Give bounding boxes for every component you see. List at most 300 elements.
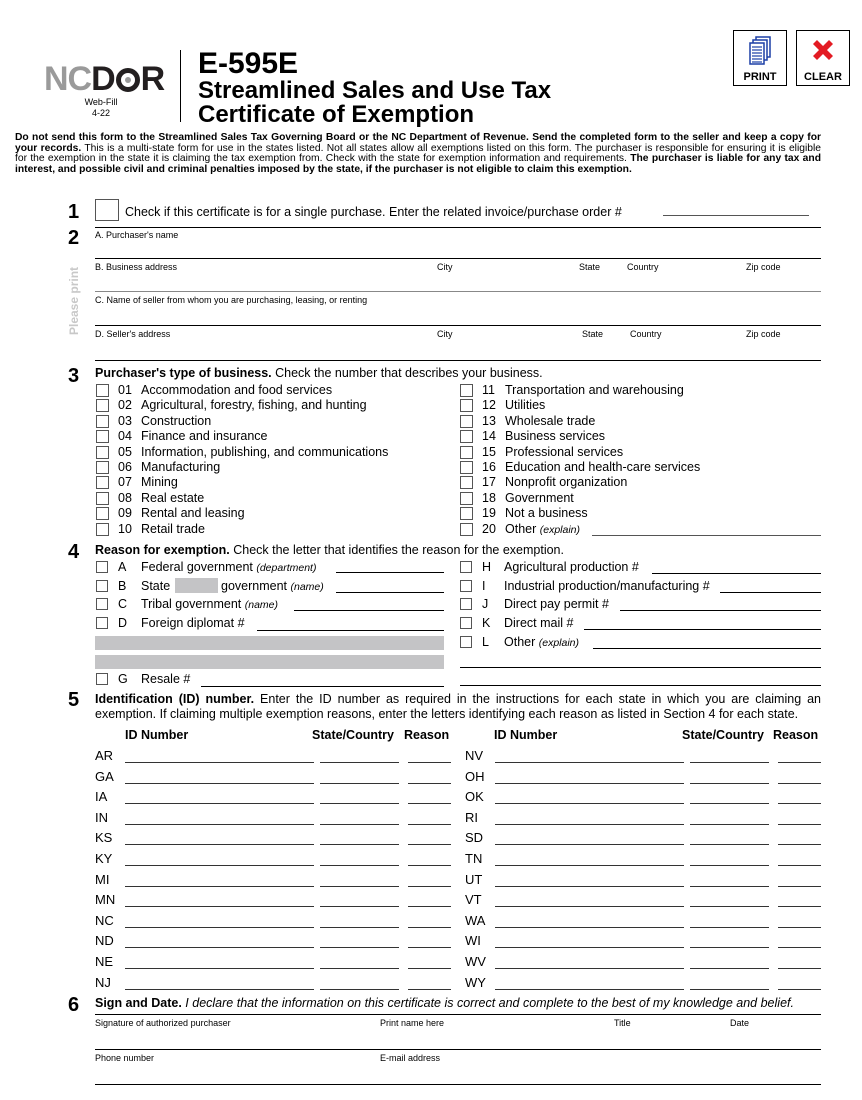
business-zip-label: Zip code — [746, 262, 781, 272]
business-type-checkbox[interactable] — [96, 399, 109, 412]
state-country-input[interactable] — [690, 771, 769, 784]
state-id-number-input[interactable] — [125, 750, 314, 763]
business-type-number: 12 — [482, 398, 496, 413]
business-type-text: Information, publishing, and communications — [141, 444, 389, 459]
state-id-number-input[interactable] — [125, 874, 314, 887]
state-code: NJ — [95, 974, 111, 990]
please-print-text: Please print — [67, 266, 81, 335]
state-id-number-input[interactable] — [495, 977, 684, 990]
business-type-label — [141, 460, 220, 474]
state-id-number-input[interactable] — [495, 771, 684, 784]
business-type-number: 15 — [482, 444, 496, 459]
phone-label: Phone number — [95, 1053, 155, 1063]
business-type-checkbox[interactable] — [96, 476, 109, 489]
reason-e-disabled-bar — [95, 636, 444, 650]
state-code: NV — [465, 748, 484, 763]
reason-h-letter: H — [482, 560, 492, 574]
business-type-text: Transportation and warehousing — [505, 383, 684, 397]
business-type-text: Business services — [505, 429, 606, 444]
state-reason-input[interactable] — [408, 874, 451, 887]
business-type-instruction: Check the number that describes your business. — [271, 366, 543, 380]
business-type-label — [505, 522, 580, 537]
state-country-input[interactable] — [690, 832, 769, 845]
state-id-number-input[interactable] — [125, 853, 314, 866]
reason-b-text: government — [221, 579, 291, 593]
state-code: ND — [95, 933, 114, 949]
business-other-explain-input[interactable] — [592, 523, 821, 536]
state-code: TN — [465, 851, 483, 866]
state-reason-input[interactable] — [408, 894, 451, 907]
agricultural-production-input[interactable] — [652, 561, 821, 574]
right-col-reason-header: Reason — [773, 728, 819, 742]
state-code: OH — [465, 768, 485, 784]
business-type-checkbox[interactable] — [460, 523, 473, 536]
state-country-input[interactable] — [320, 915, 399, 928]
intro-normal: This is a multi-state form for use in the states listed. Not all states allow all exemptions listed on this form. The purchaser is responsible for ensuring it is eligible for the exemption in the state it is claiming the tax exemption from. Check with the state for exemption information and requirements. — [15, 142, 822, 165]
state-reason-input[interactable] — [778, 791, 821, 804]
reason-j-label: Direct pay permit # — [504, 597, 609, 611]
business-type-number: 13 — [482, 413, 496, 428]
seller-state-label: State — [582, 329, 604, 339]
state-code: WV — [465, 954, 486, 969]
business-type-checkbox[interactable] — [460, 461, 473, 474]
id-number-title: Identification (ID) number. — [95, 692, 255, 706]
business-type-label — [141, 522, 205, 536]
business-type-checkbox[interactable] — [96, 461, 109, 474]
reason-b-letter: B — [118, 579, 127, 593]
state-country-input[interactable] — [690, 894, 769, 907]
reason-d-letter: D — [118, 616, 128, 630]
business-type-number: 09 — [118, 506, 132, 521]
reason-i-checkbox[interactable] — [460, 580, 472, 592]
reason-c-text: Tribal government — [141, 597, 245, 611]
state-reason-input[interactable] — [778, 956, 821, 969]
state-country-input[interactable] — [320, 956, 399, 969]
state-id-number-input[interactable] — [495, 832, 684, 845]
state-id-number-input[interactable] — [125, 791, 314, 804]
signature-label: Signature of authorized purchaser — [95, 1018, 231, 1028]
single-purchase-checkbox[interactable] — [95, 199, 119, 221]
state-country-input[interactable] — [320, 791, 399, 804]
form-title-line2: Certificate of Exemption — [198, 101, 475, 128]
state-code: NE — [95, 954, 114, 969]
state-government-name-input[interactable] — [336, 580, 444, 593]
business-type-label — [505, 460, 700, 474]
web-fill-label — [76, 97, 126, 119]
state-id-number-input[interactable] — [495, 812, 684, 825]
industrial-production-input[interactable] — [720, 580, 821, 593]
state-reason-input[interactable] — [408, 956, 451, 969]
section-1-number: 1 — [68, 201, 80, 223]
state-id-number-input[interactable] — [125, 935, 314, 948]
business-type-note: (explain) — [539, 523, 581, 536]
state-reason-input[interactable] — [778, 874, 821, 887]
business-address-input[interactable] — [95, 275, 821, 292]
section-4-number: 4 — [68, 541, 80, 563]
state-id-number-input[interactable] — [125, 977, 314, 990]
intro-bold-2: The purchaser is liable for any tax and interest, and possible civil and criminal penalties imposed by the state, if the purchaser is not eligible to claim this exemption. — [15, 153, 821, 175]
clear-button[interactable] — [796, 30, 850, 86]
state-country-input[interactable] — [320, 894, 399, 907]
contact-row-input[interactable] — [95, 1065, 821, 1085]
state-country-input[interactable] — [320, 977, 399, 990]
please-print-label — [64, 268, 84, 338]
business-type-text: Utilities — [505, 398, 546, 413]
state-reason-input[interactable] — [408, 915, 451, 928]
id-number-heading — [95, 692, 821, 722]
business-type-label — [505, 414, 595, 428]
business-type-checkbox[interactable] — [96, 492, 109, 505]
business-type-number: 10 — [118, 521, 132, 536]
business-type-number: 05 — [118, 444, 132, 459]
state-country-input[interactable] — [320, 935, 399, 948]
state-country-input[interactable] — [690, 750, 769, 763]
business-type-checkbox[interactable] — [460, 384, 473, 397]
exemption-reason-heading — [95, 543, 564, 557]
state-reason-input[interactable] — [778, 894, 821, 907]
state-code: GA — [95, 768, 114, 784]
form-title-line1: Streamlined Sales and Use Tax — [198, 77, 552, 104]
state-code: IA — [95, 789, 108, 805]
reason-l-letter: L — [482, 635, 489, 649]
business-type-label — [141, 475, 178, 489]
other-reason-explain-line2[interactable] — [460, 655, 821, 668]
business-type-text: Retail trade — [141, 521, 205, 536]
reason-c-label — [141, 597, 278, 612]
revision-date: 4-22 — [91, 108, 110, 118]
state-code: OK — [465, 789, 484, 805]
other-reason-explain-input[interactable] — [593, 636, 821, 649]
sign-declaration: I declare that the information on this certificate is correct and complete to the best of my knowledge and belief. — [181, 996, 794, 1010]
state-id-number-input[interactable] — [495, 915, 684, 928]
business-type-checkbox[interactable] — [460, 446, 473, 459]
reason-a-checkbox[interactable] — [96, 561, 108, 573]
state-id-number-input[interactable] — [495, 874, 684, 887]
state-code: VT — [465, 892, 482, 908]
business-type-text: Construction — [141, 413, 212, 428]
instructions-paragraph — [15, 133, 821, 175]
reason-b-checkbox[interactable] — [96, 580, 108, 592]
business-type-checkbox[interactable] — [96, 523, 109, 536]
section-2-number: 2 — [68, 227, 80, 249]
business-type-number: 08 — [118, 490, 132, 505]
state-reason-input[interactable] — [408, 853, 451, 866]
business-type-text: Mining — [141, 475, 178, 490]
federal-department-input[interactable] — [336, 560, 444, 573]
reason-j-checkbox[interactable] — [460, 598, 472, 610]
state-reason-input[interactable] — [408, 832, 451, 845]
business-type-checkbox[interactable] — [96, 446, 109, 459]
ncdor-logo — [44, 62, 164, 96]
reason-g-checkbox[interactable] — [96, 673, 108, 685]
reason-g-label: Resale # — [141, 672, 191, 686]
state-id-number-input[interactable] — [495, 956, 684, 969]
state-reason-input[interactable] — [408, 977, 451, 990]
business-type-label — [141, 445, 388, 459]
business-type-text: Manufacturing — [141, 460, 221, 474]
business-type-label — [505, 491, 574, 505]
email-label: E-mail address — [380, 1053, 441, 1063]
state-country-input[interactable] — [320, 750, 399, 763]
section-3-number: 3 — [68, 365, 80, 387]
reason-h-label: Agricultural production # — [504, 560, 639, 574]
state-reason-input[interactable] — [408, 771, 451, 784]
reason-a-note: (department) — [256, 562, 317, 574]
business-type-checkbox[interactable] — [460, 476, 473, 489]
divider — [95, 1014, 821, 1015]
reason-c-checkbox[interactable] — [96, 598, 108, 610]
reason-l-label — [504, 635, 579, 650]
reason-c-letter: C — [118, 597, 128, 611]
state-country-input[interactable] — [690, 915, 769, 928]
left-col-state-header: State/Country — [312, 728, 394, 742]
state-reason-input[interactable] — [408, 812, 451, 825]
business-type-checkbox[interactable] — [96, 507, 109, 520]
state-country-input[interactable] — [690, 853, 769, 866]
invoice-number-input[interactable] — [663, 203, 809, 216]
purchaser-name-input[interactable] — [95, 243, 821, 259]
state-reason-input[interactable] — [778, 750, 821, 763]
section-5-number: 5 — [68, 689, 80, 711]
state-code: MN — [95, 892, 116, 908]
reason-i-letter: I — [482, 579, 486, 593]
other-reason-explain-line3[interactable] — [460, 673, 821, 686]
business-type-number: 07 — [118, 475, 132, 490]
business-type-checkbox[interactable] — [460, 415, 473, 428]
state-code: IN — [95, 809, 108, 825]
seller-zip-label: Zip code — [746, 329, 781, 339]
clear-label: CLEAR — [804, 71, 842, 83]
state-reason-input[interactable] — [778, 832, 821, 845]
state-code: WY — [465, 974, 486, 990]
business-type-label — [505, 383, 684, 397]
intro-bold-1: Do not send this form to the Streamlined Sales Tax Governing Board or the NC Department of Revenue. Send the completed form to the seller and keep a copy for your records. — [15, 132, 821, 154]
business-type-label — [505, 429, 605, 443]
business-type-label — [505, 506, 588, 520]
state-id-number-input[interactable] — [125, 812, 314, 825]
state-code: MI — [95, 871, 110, 887]
reason-a-letter: A — [118, 560, 127, 574]
logo-o-icon — [116, 68, 140, 92]
direct-mail-input[interactable] — [584, 617, 821, 630]
logo-r: R — [140, 60, 165, 98]
business-type-title: Purchaser's type of business. — [95, 366, 272, 380]
print-name-label: Print name here — [380, 1018, 445, 1028]
seller-country-label: Country — [630, 329, 662, 339]
business-type-number: 03 — [118, 413, 132, 428]
reason-f-disabled-bar — [95, 655, 444, 669]
print-icon — [748, 36, 772, 66]
business-city-label: City — [437, 262, 453, 272]
business-type-number: 17 — [482, 475, 496, 490]
state-id-number-input[interactable] — [125, 894, 314, 907]
clear-x-icon — [810, 37, 836, 63]
header-divider — [180, 50, 181, 122]
print-button[interactable] — [733, 30, 787, 86]
reason-j-letter: J — [482, 597, 489, 611]
seller-city-label: City — [437, 329, 453, 339]
state-reason-input[interactable] — [778, 915, 821, 928]
logo-nc: NC — [44, 60, 92, 98]
print-label: PRINT — [743, 71, 777, 83]
state-code: WA — [465, 912, 486, 928]
business-type-number: 11 — [482, 383, 495, 397]
business-type-number: 14 — [482, 429, 496, 444]
state-country-input[interactable] — [690, 874, 769, 887]
reason-a-text: Federal government — [141, 560, 257, 574]
business-type-label — [141, 383, 332, 397]
state-reason-input[interactable] — [778, 935, 821, 948]
state-id-number-input[interactable] — [125, 915, 314, 928]
state-country-input[interactable] — [690, 977, 769, 990]
reason-i-label: Industrial production/manufacturing # — [504, 579, 710, 593]
reason-d-checkbox[interactable] — [96, 617, 108, 629]
reason-k-letter: K — [482, 616, 491, 630]
business-type-label — [505, 475, 627, 489]
state-country-input[interactable] — [690, 812, 769, 825]
state-country-input[interactable] — [320, 832, 399, 845]
business-type-checkbox[interactable] — [460, 399, 473, 412]
business-type-text: Education and health-care services — [505, 460, 701, 474]
single-purchase-label: Check if this certificate is for a single purchase. Enter the related invoice/purchase order # — [125, 205, 622, 219]
state-id-number-input[interactable] — [125, 832, 314, 845]
business-type-text: Finance and insurance — [141, 429, 268, 444]
business-type-text: Agricultural, forestry, fishing, and hunting — [141, 398, 367, 413]
id-number-instruction: Enter the ID number as required in the instructions for each state in which you are claiming an exemption. If claiming multiple exemption reasons, enter the letters identifying each reason as listed in Section 4 for each state. — [95, 692, 821, 721]
state-id-number-input[interactable] — [495, 853, 684, 866]
business-type-number: 16 — [482, 460, 496, 474]
state-country-input[interactable] — [690, 935, 769, 948]
state-reason-input[interactable] — [408, 935, 451, 948]
state-id-number-input[interactable] — [495, 894, 684, 907]
business-type-number: 19 — [482, 506, 496, 521]
state-country-input[interactable] — [690, 791, 769, 804]
reason-l-text: Other — [504, 635, 539, 649]
business-type-text: Rental and leasing — [141, 506, 245, 521]
reason-b-label2 — [221, 579, 324, 594]
direct-pay-permit-input[interactable] — [620, 598, 821, 611]
state-country-input[interactable] — [320, 771, 399, 784]
state-reason-input[interactable] — [408, 750, 451, 763]
business-type-text: Accommodation and food services — [141, 383, 333, 397]
state-code: WI — [465, 933, 481, 949]
state-country-input[interactable] — [320, 853, 399, 866]
reason-l-checkbox[interactable] — [460, 636, 472, 648]
business-type-checkbox[interactable] — [460, 430, 473, 443]
resale-number-input[interactable] — [201, 674, 444, 687]
reason-k-label: Direct mail # — [504, 616, 574, 630]
business-type-text: Wholesale trade — [505, 413, 596, 428]
sign-date-title: Sign and Date. — [95, 996, 182, 1010]
state-id-number-input[interactable] — [495, 750, 684, 763]
business-type-text: Real estate — [141, 490, 205, 505]
state-reason-input[interactable] — [778, 853, 821, 866]
business-type-checkbox[interactable] — [96, 430, 109, 443]
business-type-number: 01 — [118, 383, 132, 397]
business-type-label — [141, 398, 367, 412]
form-number: E-595E — [198, 47, 299, 80]
left-col-id-header: ID Number — [125, 728, 189, 742]
state-id-number-input[interactable] — [125, 956, 314, 969]
state-code: AR — [95, 748, 114, 763]
state-id-number-input[interactable] — [495, 935, 684, 948]
business-type-label — [141, 506, 245, 520]
state-id-number-input[interactable] — [125, 771, 314, 784]
section-6-number: 6 — [68, 994, 80, 1016]
reason-g-letter: G — [118, 672, 128, 686]
business-type-heading — [95, 366, 543, 380]
business-type-number: 18 — [482, 490, 496, 505]
sign-date-heading — [95, 996, 794, 1010]
reason-a-label — [141, 560, 316, 575]
business-type-text: Other — [505, 521, 537, 536]
web-fill-text: Web-Fill — [84, 97, 118, 107]
state-country-input[interactable] — [320, 874, 399, 887]
exemption-reason-instruction: Check the letter that identifies the reason for the exemption. — [229, 543, 564, 557]
state-reason-input[interactable] — [408, 791, 451, 804]
business-type-number: 02 — [118, 398, 132, 413]
right-col-id-header: ID Number — [494, 728, 558, 742]
state-code: KS — [95, 830, 113, 846]
state-code: RI — [465, 809, 478, 825]
reason-b-note: (name) — [290, 581, 324, 593]
state-code: KY — [95, 851, 113, 866]
business-type-number: 06 — [118, 460, 132, 474]
reason-l-note: (explain) — [538, 637, 580, 649]
business-type-number: 04 — [118, 429, 132, 444]
state-reason-input[interactable] — [778, 977, 821, 990]
reason-c-note: (name) — [244, 599, 279, 611]
business-type-label — [141, 429, 267, 443]
state-reason-input[interactable] — [778, 771, 821, 784]
state-name-field[interactable] — [175, 578, 218, 593]
business-type-text: Professional services — [505, 444, 624, 459]
business-type-checkbox[interactable] — [460, 492, 473, 505]
state-code: SD — [465, 830, 484, 846]
business-type-text: Not a business — [505, 506, 588, 521]
reason-b-label: State — [141, 579, 171, 593]
right-col-state-header: State/Country — [682, 728, 764, 742]
business-type-number: 20 — [482, 521, 496, 536]
business-type-label — [505, 445, 623, 459]
business-country-label: Country — [627, 262, 659, 272]
business-type-label — [141, 491, 204, 505]
signature-row-input[interactable] — [95, 1030, 821, 1050]
state-code: UT — [465, 871, 483, 887]
business-type-checkbox[interactable] — [96, 415, 109, 428]
state-id-number-input[interactable] — [495, 791, 684, 804]
state-country-input[interactable] — [320, 812, 399, 825]
business-type-checkbox[interactable] — [96, 384, 109, 397]
state-code: NC — [95, 912, 114, 928]
business-type-checkbox[interactable] — [460, 507, 473, 520]
seller-name-input[interactable] — [95, 308, 821, 326]
exemption-reason-title: Reason for exemption. — [95, 543, 230, 557]
state-country-input[interactable] — [690, 956, 769, 969]
reason-k-checkbox[interactable] — [460, 617, 472, 629]
foreign-diplomat-number-input[interactable] — [257, 618, 444, 631]
tribal-government-name-input[interactable] — [294, 598, 444, 611]
reason-h-checkbox[interactable] — [460, 561, 472, 573]
business-state-label: State — [579, 262, 601, 272]
divider — [95, 227, 821, 228]
date-label: Date — [730, 1018, 750, 1028]
state-reason-input[interactable] — [778, 812, 821, 825]
reason-d-label: Foreign diplomat # — [141, 616, 245, 630]
seller-address-input[interactable] — [95, 342, 821, 361]
business-address-label: B. Business address — [95, 262, 178, 272]
business-type-label — [141, 414, 211, 428]
